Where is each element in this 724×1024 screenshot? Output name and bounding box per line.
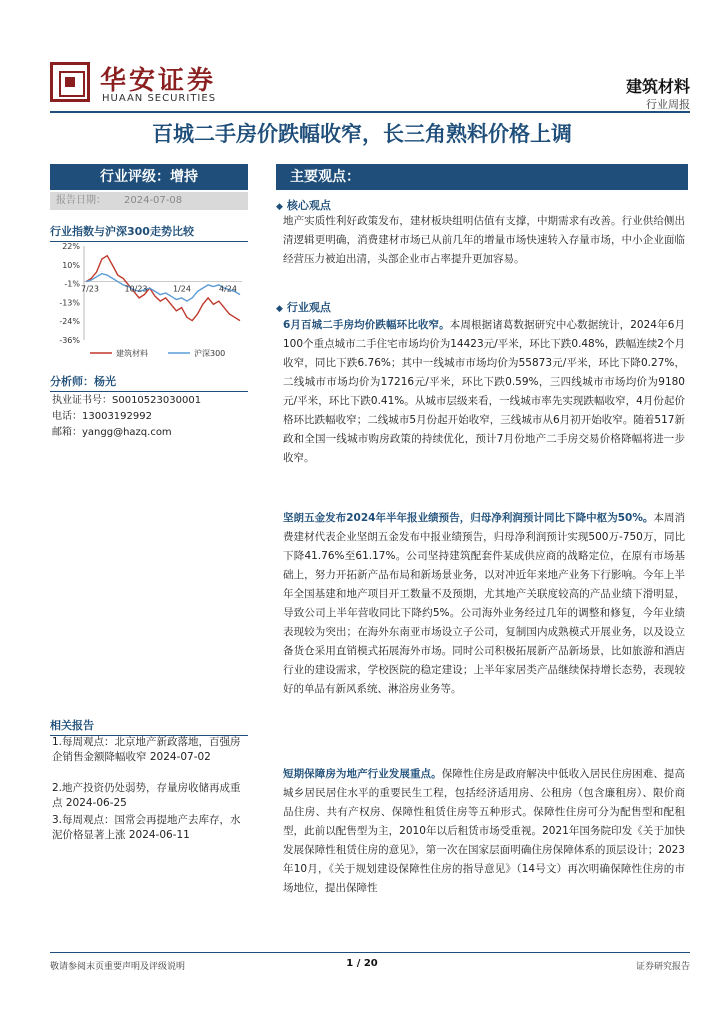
paragraph-jianlang [283, 509, 685, 699]
logo-text-cn: 华安证券 [100, 66, 217, 96]
y-tick-label: 10% [62, 260, 80, 270]
core-view-text: 地产实质性利好政策发布，建材板块组明估值有支撑，中期需求有改善。行业供给侧出清逻辑更明确，消费建材市场已从前几年的增量市场快速转入存量市场，中小企业面临经营压力被迫出清，头部企业市占率提升更加容易。 [283, 215, 685, 265]
paragraph-jianlang-body: 本周消费建材代表企业坚朗五金发布中报业绩预告，归母净利润预计实现500万-750万，同比下降41.76%至61.17%。公司坚持建筑配套件某成供应商的战略定位，在原有市场基础上，努力开拓新产品布局和新场景业务，以对冲近年来地产业务下行影响。今年上半年全国基建和地产项目开工数量不及预期，尤其地产关联度较高的产品业绩下滑明显，导致公司上半年营收同比下降约5%。公司海外业务经过几年的调整和修复，今年业绩表现较为突出；在海外东南亚市场设立子公司，复制国内成熟模式开展业务，以及设立备货仓采用直销模式拓展海外市场。同时公司积极拓展新产品新场景，比如旅游和酒店行业的建设需求，学校医院的稳定建设；上半年家居类产品继续保持增长态势，表现较好的单品有新风系统、淋浴房业务等。 [283, 512, 686, 695]
x-tick-label: 10/23 [124, 284, 148, 294]
paragraph-housing-price-body: 本周根据诸葛数据研究中心数据统计，2024年6月100个重点城市二手住宅市场均价为14423元/平米，环比下跌0.48%，跌幅连续2个月收窄，同比下跌6.76%；其中一线城市市场均价为55873元/平米，环比下降0.27%，二线城市市场均价为17216元/平米，环比下跌0.59%，三四线城市市场均价为9180元/平米，环比下跌0.41%。从城市层级来看，一线城市率先实现跌幅收窄，4月份起价格环比跌幅收窄；二线城市5月份起开始收窄，三线城市从6月初开始收窄。随着517新政和全国一线城市购房政策的持续优化，预计7月份地产二手房交易价格降幅将进一步收窄。 [283, 319, 685, 464]
related-report-3[interactable]: 3.每周观点：国常会再提地产去库存，水泥价格显著上涨 2024-06-11 [52, 814, 241, 841]
paragraph-jianlang-lead: 坚朗五金发布2024年半年报业绩预告，归母净利润预计同比下降中枢为50%。 [283, 512, 654, 524]
related-report-1[interactable]: 1.每周观点：北京地产新政落地，百强房企销售金额降幅收窄 2024-07-02 [52, 736, 241, 763]
index-comparison-chart [50, 240, 248, 362]
sector-label: 建筑材料 [625, 77, 690, 96]
y-tick-label: -36% [59, 336, 80, 345]
analyst-email[interactable]: 邮箱：yangg@hazq.com [52, 427, 172, 438]
industry-view-heading [276, 299, 331, 315]
y-tick-label: -13% [59, 298, 80, 308]
x-tick-label: 1/24 [173, 284, 191, 294]
logo-mark [50, 62, 90, 102]
report-date-bar [50, 192, 248, 210]
industry-view-label: 行业观点 [286, 301, 331, 314]
paragraph-affordable-housing-body: 保障性住房是政府解决中低收入居民住房困难、提高城乡居民居住水平的重要民生工程，包括经济适用房、公租房（包含廉租房）、限价商品住房、共有产权房、保障性租赁住房等五种形式。保障性住房可分为配售型和配租型，此前以配售型为主，2010年以后租赁市场受重视。2021年国务院印发《关于加快发展保障性租赁住房的意见》，第一次在国家层面明确住房保障体系的顶层设计；2023年10月，《关于规划建设保障性住房的指导意见》（14号文）再次明确保障性住房的市场地位，提出保障性 [283, 768, 686, 894]
core-view-heading [276, 197, 331, 213]
core-view-label: 核心观点 [286, 199, 331, 212]
paragraph-affordable-housing [283, 765, 685, 898]
paragraph-housing-price [283, 316, 685, 468]
related-reports-heading: 相关报告 [50, 717, 248, 736]
analyst-heading: 分析师：杨光 [50, 373, 248, 392]
analyst-license: 执业证书号：S0010523030001 [52, 395, 202, 406]
report-date-label: 报告日期： [56, 195, 106, 206]
y-tick-label: 22% [62, 242, 80, 251]
series-line-hs300 [86, 274, 240, 302]
report-type-label: 行业周报 [646, 98, 690, 111]
y-tick-label: -24% [59, 317, 80, 327]
legend-label: 建筑材料 [116, 349, 148, 358]
y-tick-label: -1% [64, 279, 80, 289]
main-points-header: 主要观点： [276, 164, 688, 190]
analyst-phone: 电话：13003192992 [52, 411, 152, 422]
footer-disclaimer: 敬请参阅末页重要声明及评级说明 [50, 962, 186, 972]
header-divider [50, 111, 690, 113]
related-report-2[interactable]: 2.地产投资仍处弱势，存量房收储再成重点 2024-06-25 [52, 782, 241, 809]
paragraph-affordable-housing-lead: 短期保障房为地产行业发展重点。 [283, 768, 442, 780]
legend-label: 沪深300 [194, 349, 226, 358]
logo-text-en: HUAAN SECURITIES [102, 93, 217, 104]
report-date-value: 2024-07-08 [124, 195, 183, 206]
paragraph-housing-price-lead: 6月百城二手房均价跌幅环比收窄。 [283, 319, 450, 331]
page-number: 1 / 20 [346, 958, 378, 969]
footer-report-label: 证券研究报告 [635, 962, 690, 972]
series-line-building-materials [86, 256, 240, 321]
industry-rating: 行业评级：增持 [50, 164, 248, 190]
x-tick-label: 7/23 [81, 284, 99, 294]
page-title: 百城二手房价跌幅收窄，长三角熟料价格上调 [152, 122, 572, 146]
bullet-triangle-icon: ◆ [276, 304, 283, 314]
bullet-triangle-icon: ◆ [276, 202, 283, 212]
chart-title: 行业指数与沪深300走势比较 [50, 223, 248, 242]
x-tick-label: 4/24 [219, 284, 237, 294]
footer-divider [50, 952, 690, 953]
